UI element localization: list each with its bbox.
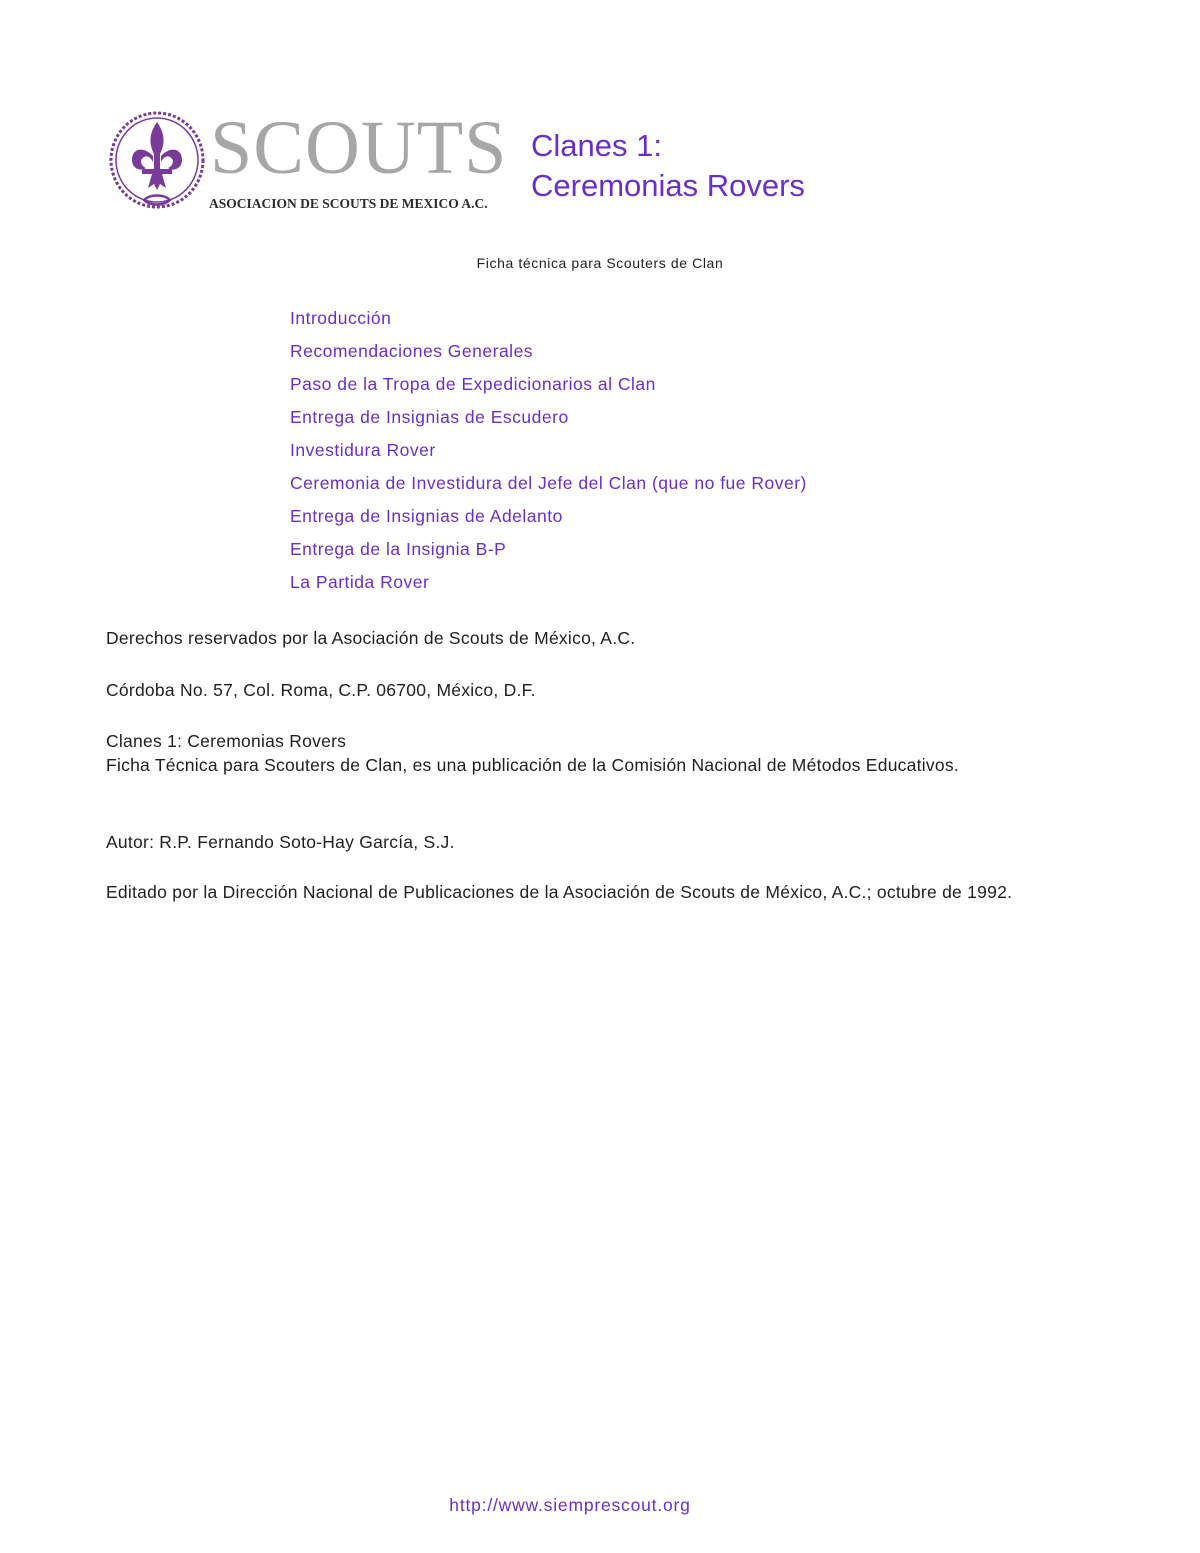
rights-text: Derechos reservados por la Asociación de Scouts de México, A.C. [106,628,636,648]
logo-subtext: ASOCIACION DE SCOUTS DE MEXICO A.C. [209,196,488,211]
toc-link-insignias-adelanto[interactable]: Entrega de Insignias de Adelanto [290,506,563,526]
credits-edition [106,880,1066,904]
logo-wordmark: SCOUTS [210,106,508,190]
author-text: Autor: R.P. Fernando Soto-Hay García, S.J. [106,832,455,852]
credits-publication [106,729,1066,777]
fleur-de-lis-icon [108,108,208,216]
credits-address [106,678,1066,702]
table-of-contents [290,306,807,603]
document-title [531,126,805,206]
footer-url-link[interactable]: http://www.siemprescout.org [449,1495,691,1515]
toc-link-investidura-rover[interactable]: Investidura Rover [290,440,436,460]
title-line-2: Ceremonias Rovers [531,168,805,203]
toc-link-recomendaciones[interactable]: Recomendaciones Generales [290,341,534,361]
toc-link-investidura-jefe[interactable]: Ceremonia de Investidura del Jefe del Clan (que no fue Rover) [290,473,807,493]
toc-link-insignia-bp[interactable]: Entrega de la Insignia B-P [290,539,507,559]
title-line-1: Clanes 1: [531,128,662,163]
toc-link-paso-tropa[interactable]: Paso de la Tropa de Expedicionarios al Clan [290,374,656,394]
header [108,108,908,218]
toc-link-partida-rover[interactable]: La Partida Rover [290,572,430,592]
toc-link-introduccion[interactable]: Introducción [290,308,392,328]
publication-description: Ficha Técnica para Scouters de Clan, es una publicación de la Comisión Nacional de Métodos Educativos. [106,755,959,775]
publication-title: Clanes 1: Ceremonias Rovers [106,731,347,751]
credits-author [106,830,1066,854]
document-subtitle: Ficha técnica para Scouters de Clan [476,255,724,271]
edition-text: Editado por la Dirección Nacional de Publicaciones de la Asociación de Scouts de México, A.C.; octubre de 1992. [106,882,1013,902]
toc-link-insignias-escudero[interactable]: Entrega de Insignias de Escudero [290,407,569,427]
address-text: Córdoba No. 57, Col. Roma, C.P. 06700, México, D.F. [106,680,536,700]
credits-rights [106,626,1066,650]
